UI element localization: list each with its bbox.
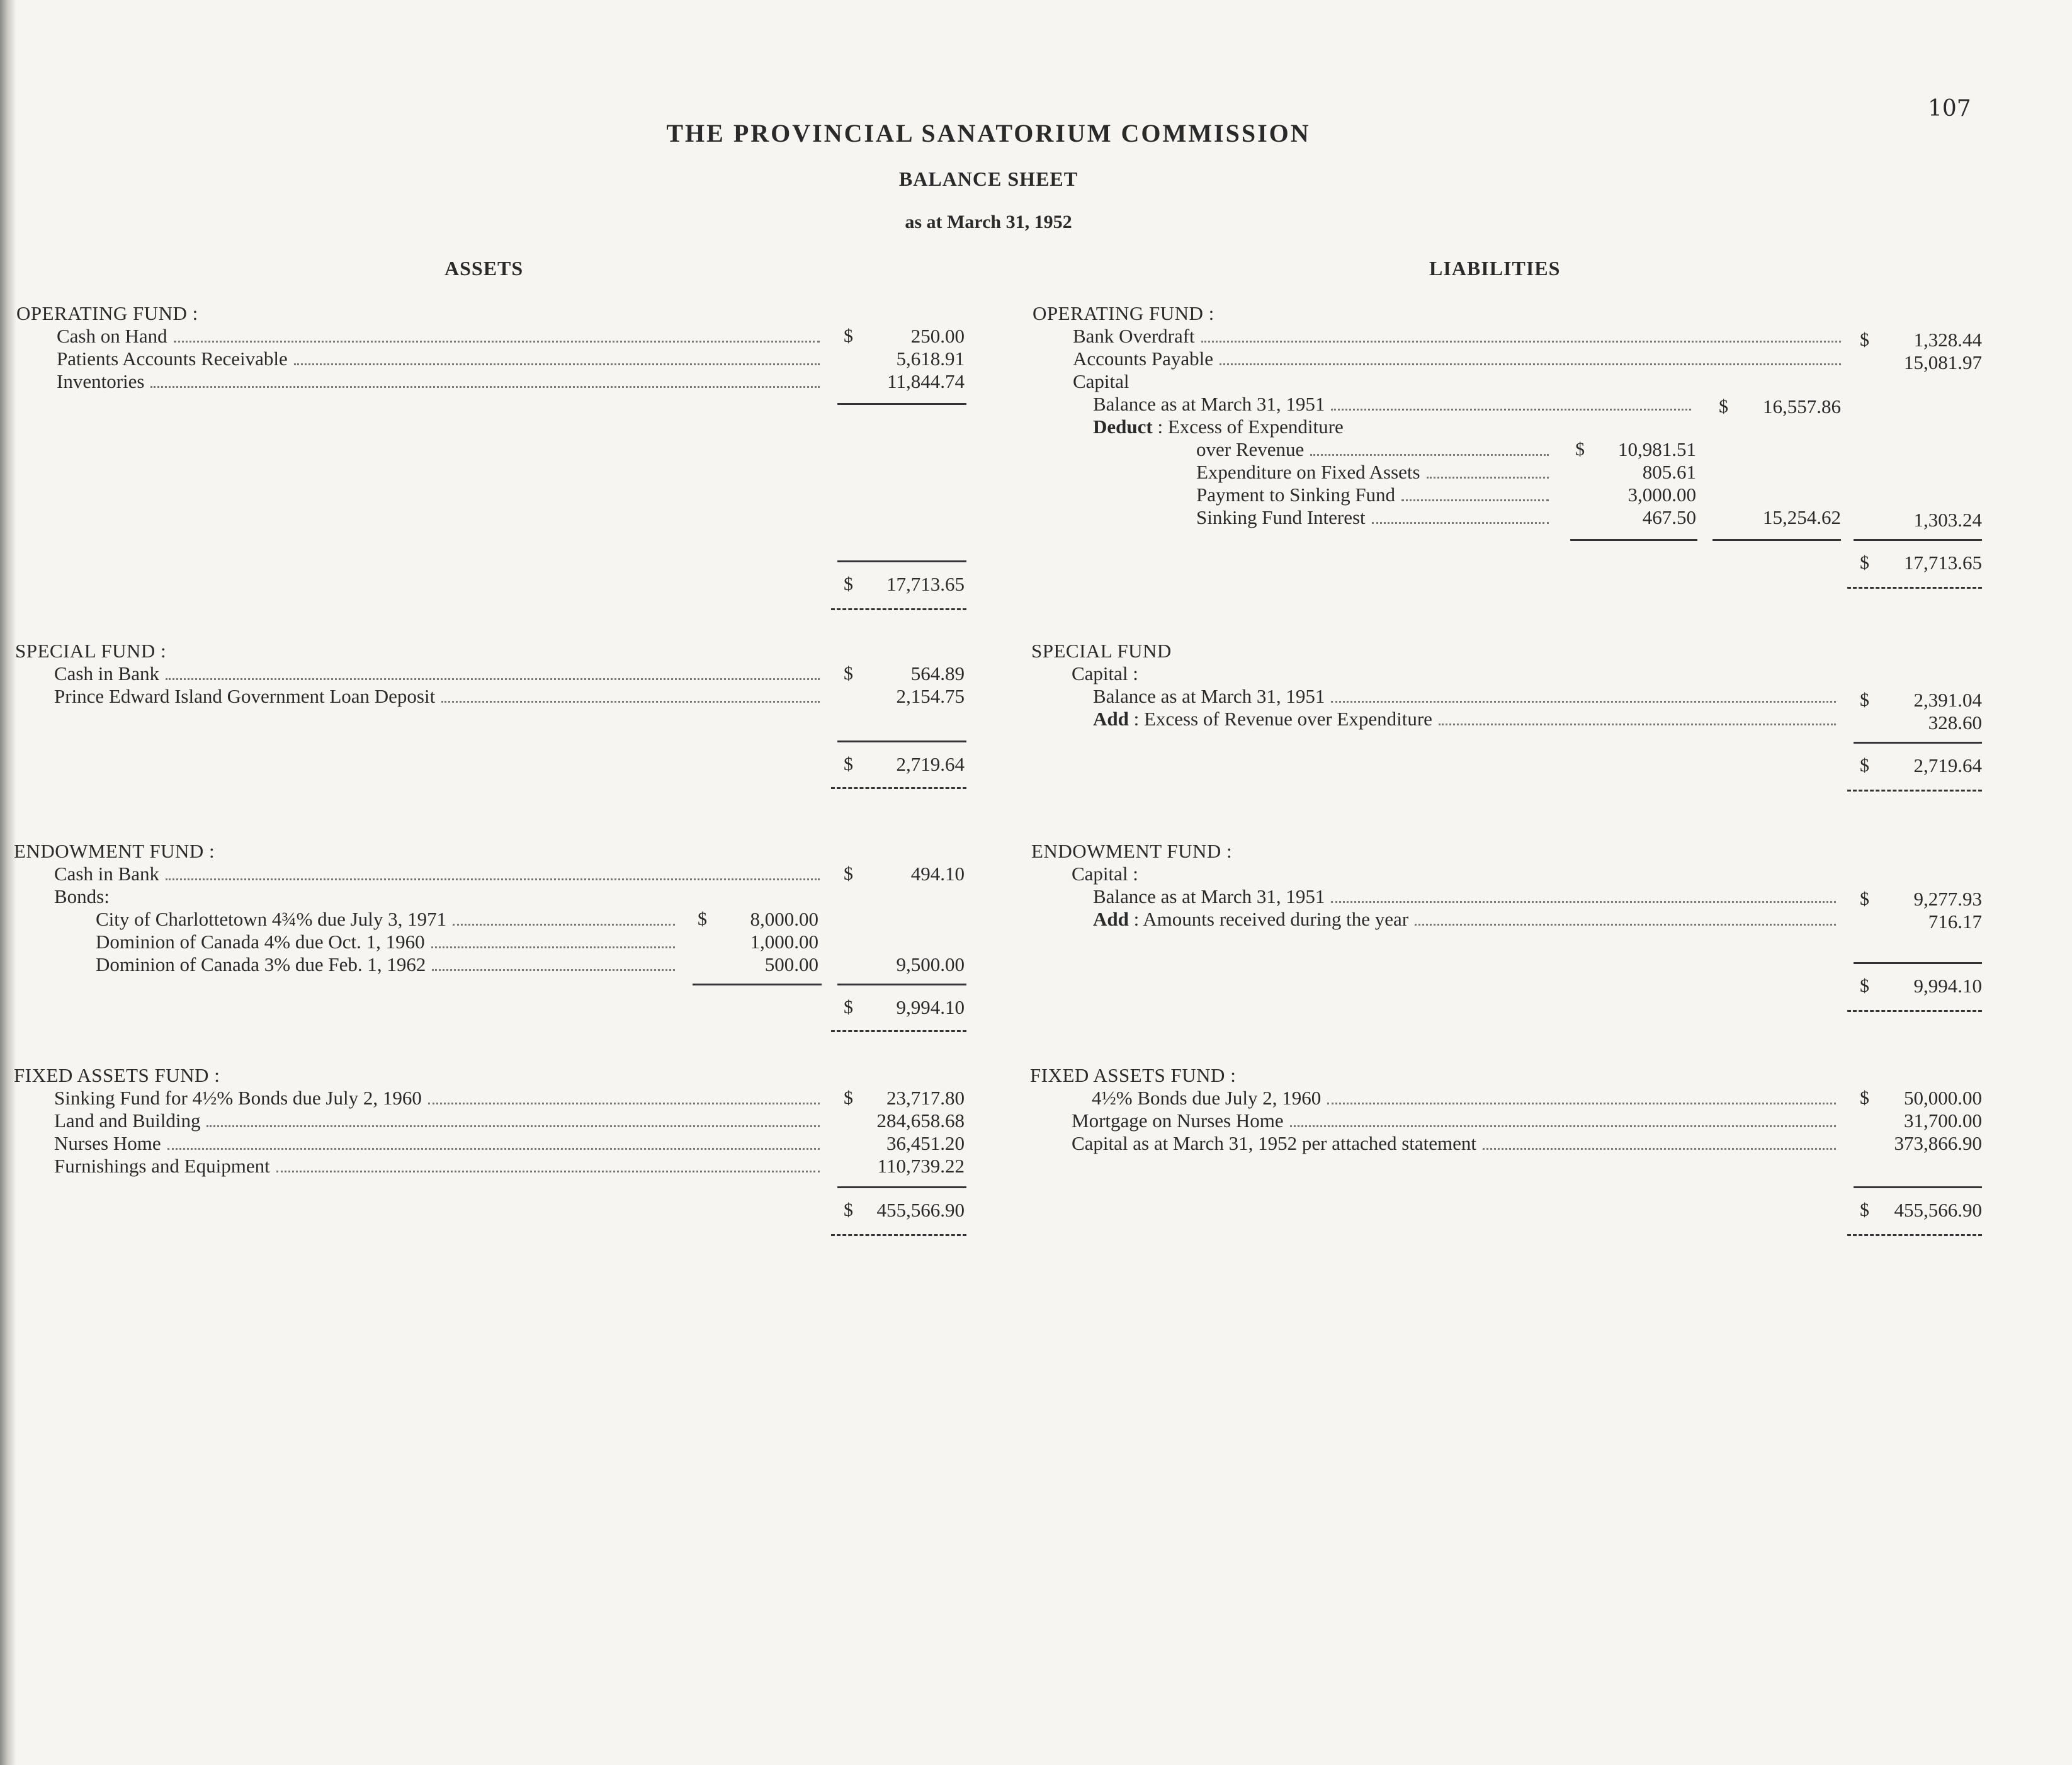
liabilities-operating-total: 17,713.65 <box>1904 552 1982 574</box>
dollar-sign: $ <box>844 863 853 884</box>
liabilities-mortgage-row <box>1072 1110 1842 1132</box>
leader-dots <box>1372 519 1549 524</box>
assets-operating-total: 17,713.65 <box>886 573 965 595</box>
liabilities-special-total: 2,719.64 <box>1913 754 1982 776</box>
leader-dots <box>1439 721 1836 725</box>
total-rule <box>837 560 966 562</box>
subtotal-rule <box>837 403 966 405</box>
line-label: Accounts Payable <box>1073 348 1213 370</box>
page-binding-shadow <box>0 0 16 1765</box>
leader-dots <box>1331 899 1836 903</box>
dollar-sign: $ <box>844 1087 853 1108</box>
line-label: Capital as at March 31, 1952 per attached statement <box>1072 1132 1477 1154</box>
subtotal-rule <box>693 984 822 985</box>
line-amount: 716.17 <box>1928 911 1982 933</box>
leader-dots <box>294 361 820 365</box>
add-text: : Amounts received during the year <box>1133 908 1409 930</box>
line-label: Dominion of Canada 3% due Feb. 1, 1962 <box>96 953 426 975</box>
leader-dots <box>1331 406 1691 411</box>
assets-special-total: 2,719.64 <box>896 753 965 775</box>
line-label: Land and Building <box>54 1110 201 1132</box>
leader-dots <box>432 967 675 971</box>
leader-dots <box>1327 1100 1836 1104</box>
total-rule <box>837 984 966 985</box>
line-amount: 5,618.91 <box>896 348 965 370</box>
line-amount: 11,844.74 <box>887 370 965 392</box>
liabilities-special-add-row <box>1093 708 1842 730</box>
line-label: Balance as at March 31, 1951 <box>1093 885 1325 907</box>
line-label: Balance as at March 31, 1951 <box>1093 393 1325 415</box>
assets-fixed-heading: FIXED ASSETS FUND : <box>14 1064 220 1086</box>
dollar-sign: $ <box>1860 975 1869 996</box>
line-amount: 10,981.51 <box>1618 438 1696 460</box>
leader-dots <box>1310 451 1549 456</box>
line-label: over Revenue <box>1196 438 1305 460</box>
deduct-item-row <box>1196 506 1555 529</box>
line-amount: 564.89 <box>910 662 965 684</box>
assets-fixed-total: 455,566.90 <box>876 1199 965 1221</box>
liabilities-special-heading: SPECIAL FUND <box>1031 640 1172 662</box>
line-amount: 31,700.00 <box>1904 1110 1982 1132</box>
line-label: 4½% Bonds due July 2, 1960 <box>1092 1087 1322 1109</box>
liabilities-operating-heading: OPERATING FUND : <box>1033 302 1214 324</box>
capital-net: 1,303.24 <box>1913 509 1982 531</box>
line-amount: 36,451.20 <box>886 1132 965 1154</box>
capital-label: Capital <box>1073 370 1129 392</box>
total-rule <box>1854 539 1982 541</box>
dollar-sign: $ <box>844 326 853 346</box>
bond-row <box>96 953 681 976</box>
total-double-rule <box>1847 1010 1982 1012</box>
deduct-item-row <box>1196 438 1555 461</box>
liabilities-endowment-total: 9,994.10 <box>1913 975 1982 997</box>
liabilities-balance-row <box>1093 393 1697 416</box>
line-amount: 3,000.00 <box>1628 484 1696 506</box>
add-text: : Excess of Revenue over Expenditure <box>1133 708 1432 730</box>
line-amount: 500.00 <box>764 953 818 975</box>
assets-operating-heading: OPERATING FUND : <box>16 302 198 324</box>
line-amount: 2,391.04 <box>1913 689 1982 711</box>
deduct-item-row <box>1196 484 1555 506</box>
leader-dots <box>1220 361 1841 365</box>
line-amount: 23,717.80 <box>886 1087 965 1109</box>
add-word: Add <box>1093 708 1129 730</box>
line-amount: 467.50 <box>1642 506 1696 528</box>
total-double-rule <box>1847 1234 1982 1236</box>
bond-row <box>96 931 681 953</box>
line-label: Patients Accounts Receivable <box>57 348 288 370</box>
leader-dots <box>1483 1145 1836 1150</box>
line-label: Cash in Bank <box>54 662 160 684</box>
line-amount: 373,866.90 <box>1894 1132 1982 1154</box>
total-double-rule <box>831 787 966 789</box>
assets-endowment-cash-row <box>54 863 826 885</box>
line-label: Bank Overdraft <box>1073 325 1195 347</box>
liabilities-fixed-heading: FIXED ASSETS FUND : <box>1030 1064 1237 1086</box>
line-label: Inventories <box>57 370 145 392</box>
leader-dots <box>1415 921 1836 926</box>
leader-dots <box>441 698 820 703</box>
deduct-line <box>1093 416 1344 438</box>
bonds-total: 9,500.00 <box>896 953 965 975</box>
leader-dots <box>1201 338 1841 343</box>
assets-special-heading: SPECIAL FUND : <box>15 640 167 662</box>
leader-dots <box>431 944 675 948</box>
leader-dots <box>167 1145 820 1150</box>
dollar-sign: $ <box>698 909 707 929</box>
dollar-sign: $ <box>1860 329 1869 350</box>
line-label: Prince Edward Island Government Loan Deposit <box>54 685 436 707</box>
deduct-text: : Excess of Expenditure <box>1157 416 1344 438</box>
total-rule <box>837 741 966 742</box>
assets-special-cash-row <box>54 662 826 685</box>
leader-dots <box>276 1168 820 1172</box>
dollar-sign: $ <box>1860 888 1869 909</box>
assets-land-row <box>54 1110 826 1132</box>
liabilities-capital-row <box>1072 1132 1842 1155</box>
dollar-sign: $ <box>844 1200 853 1220</box>
line-label <box>1093 908 1408 931</box>
line-amount: 8,000.00 <box>750 908 818 930</box>
line-label <box>1093 708 1432 730</box>
leader-dots <box>1331 698 1836 703</box>
total-rule <box>1854 742 1982 744</box>
liabilities-fixed-total: 455,566.90 <box>1894 1199 1982 1221</box>
deduct-item-row <box>1196 461 1555 484</box>
bond-row <box>96 908 681 931</box>
line-amount: 805.61 <box>1642 461 1696 483</box>
assets-endowment-total: 9,994.10 <box>896 996 965 1018</box>
leader-dots <box>428 1100 820 1104</box>
liabilities-bonds-row <box>1092 1087 1842 1110</box>
dollar-sign: $ <box>844 997 853 1018</box>
line-amount: 1,328.44 <box>1913 329 1982 351</box>
line-amount: 1,000.00 <box>750 931 818 953</box>
line-label: Sinking Fund Interest <box>1196 506 1366 528</box>
line-label: Cash in Bank <box>54 863 160 885</box>
liabilities-endowment-heading: ENDOWMENT FUND : <box>1031 840 1233 862</box>
line-amount: 110,739.22 <box>877 1155 965 1177</box>
total-rule <box>1854 962 1982 964</box>
dollar-sign: $ <box>1860 755 1869 776</box>
liabilities-endowment-balance-row <box>1093 885 1842 908</box>
assets-sinking-row <box>54 1087 826 1110</box>
liabilities-endowment-add-row <box>1093 908 1842 931</box>
leader-dots <box>453 921 675 926</box>
assets-cash-on-hand-row <box>57 325 826 348</box>
page-number: 107 <box>1928 96 1971 122</box>
line-amount: 494.10 <box>910 863 965 885</box>
line-amount: 50,000.00 <box>1904 1087 1982 1109</box>
line-label: Sinking Fund for 4½% Bonds due July 2, 1960 <box>54 1087 422 1109</box>
assets-furnishings-row <box>54 1155 826 1178</box>
line-amount: 16,557.86 <box>1763 395 1841 417</box>
dollar-sign: $ <box>844 754 853 775</box>
subtotal-rule <box>1713 539 1841 541</box>
document-title: THE PROVINCIAL SANATORIUM COMMISSION <box>666 119 1311 147</box>
leader-dots <box>166 876 820 880</box>
leader-dots <box>150 383 820 388</box>
liabilities-special-balance-row <box>1093 685 1842 708</box>
line-amount: 328.60 <box>1928 712 1982 734</box>
total-double-rule <box>1847 790 1982 792</box>
leader-dots <box>207 1123 820 1127</box>
dollar-sign: $ <box>1860 690 1869 710</box>
dollar-sign: $ <box>844 663 853 684</box>
dollar-sign: $ <box>1575 439 1585 460</box>
line-label: Expenditure on Fixed Assets <box>1196 461 1420 483</box>
leader-dots <box>1401 497 1549 501</box>
dollar-sign: $ <box>1860 1200 1869 1220</box>
line-label: Mortgage on Nurses Home <box>1072 1110 1284 1132</box>
leader-dots <box>1290 1123 1836 1127</box>
assets-receivable-row <box>57 348 826 370</box>
subtotal-rule <box>1570 539 1697 541</box>
line-amount: 250.00 <box>910 325 965 347</box>
document-date: as at March 31, 1952 <box>905 212 1072 232</box>
assets-nurses-row <box>54 1132 826 1155</box>
total-double-rule <box>1847 587 1982 589</box>
assets-inventories-row <box>57 370 826 393</box>
line-label: Payment to Sinking Fund <box>1196 484 1396 506</box>
leader-dots <box>1427 474 1549 479</box>
line-amount: 2,154.75 <box>896 685 965 707</box>
total-rule <box>837 1186 966 1188</box>
line-label: Furnishings and Equipment <box>54 1155 270 1177</box>
line-label: Nurses Home <box>54 1132 161 1154</box>
liabilities-heading: LIABILITIES <box>1429 257 1561 280</box>
capital-label: Capital : <box>1072 662 1138 684</box>
total-double-rule <box>831 1234 966 1236</box>
dollar-sign: $ <box>1860 1087 1869 1108</box>
assets-loan-deposit-row <box>54 685 826 708</box>
total-double-rule <box>831 1030 966 1032</box>
line-label: Balance as at March 31, 1951 <box>1093 685 1325 707</box>
assets-endowment-heading: ENDOWMENT FUND : <box>14 840 215 862</box>
line-amount: 284,658.68 <box>876 1110 965 1132</box>
total-rule <box>1854 1186 1982 1188</box>
line-label: Cash on Hand <box>57 325 167 347</box>
document-subtitle: BALANCE SHEET <box>898 167 1078 190</box>
dollar-sign: $ <box>1719 396 1728 417</box>
line-amount: 9,277.93 <box>1913 888 1982 910</box>
line-label: Dominion of Canada 4% due Oct. 1, 1960 <box>96 931 425 953</box>
capital-label: Capital : <box>1072 863 1138 885</box>
assets-heading: ASSETS <box>444 257 524 280</box>
leader-dots <box>174 338 820 343</box>
line-label: City of Charlottetown 4¾% due July 3, 1971 <box>96 908 447 930</box>
dollar-sign: $ <box>1860 552 1869 573</box>
dollar-sign: $ <box>844 574 853 594</box>
total-double-rule <box>831 608 966 610</box>
liabilities-overdraft-row <box>1073 325 1847 348</box>
liabilities-payable-row <box>1073 348 1847 370</box>
deduct-word: Deduct <box>1093 416 1153 438</box>
line-amount: 15,081.97 <box>1904 351 1982 373</box>
bonds-label: Bonds: <box>54 885 110 907</box>
leader-dots <box>166 676 820 680</box>
deduct-total: 15,254.62 <box>1763 506 1841 528</box>
add-word: Add <box>1093 908 1129 930</box>
